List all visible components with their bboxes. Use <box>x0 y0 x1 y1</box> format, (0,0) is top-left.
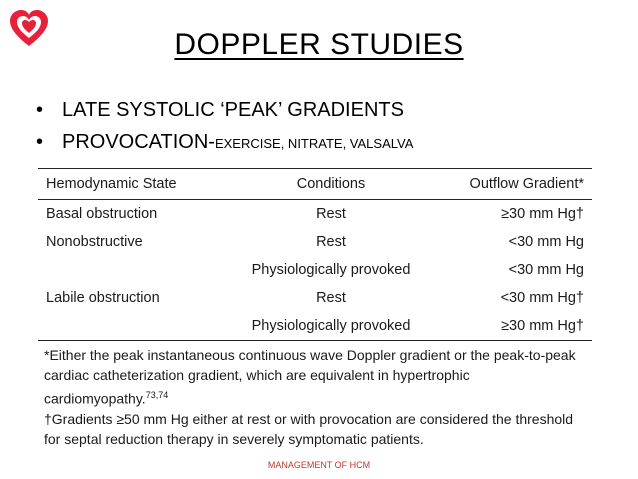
table-cell: Nonobstructive <box>46 234 143 250</box>
column-header: Outflow Gradient* <box>416 169 592 200</box>
table-header-row <box>38 169 592 200</box>
bullet-text: PROVOCATION- <box>62 131 215 153</box>
table-cell: Rest <box>316 234 346 250</box>
table-cell <box>38 312 246 341</box>
table-cell: Labile obstruction <box>46 290 160 306</box>
column-header: Conditions <box>246 169 416 200</box>
table-footnotes <box>38 345 592 449</box>
bullet-item <box>36 126 413 160</box>
slide-footer: MANAGEMENT OF HCM <box>267 460 371 470</box>
bullet-dot: • <box>36 131 44 153</box>
table-row <box>38 200 592 229</box>
table-cell: Rest <box>316 290 346 306</box>
hemodynamic-table-figure <box>38 168 592 449</box>
table-cell: <30 mm Hg <box>508 234 584 250</box>
table-cell: ≥30 mm Hg† <box>416 312 592 341</box>
table-cell: Rest <box>316 206 346 222</box>
bullet-subtext: EXERCISE, NITRATE, VALSALVA <box>214 136 414 151</box>
bullet-dot: • <box>36 99 44 121</box>
table-row <box>38 256 592 284</box>
table-cell: <30 mm Hg† <box>500 290 584 306</box>
footnote-1 <box>44 345 592 409</box>
table-cell: ≥30 mm Hg† <box>501 206 584 222</box>
table-cell: Physiologically provoked <box>246 312 416 341</box>
footnote-1-text: *Either the peak instantaneous continuous wave Doppler gradient or the peak-to-peak cardiac catheterization gradient, which are equivalent in hypertrophic cardiomyopathy. <box>44 347 576 407</box>
page-title: DOPPLER STUDIES <box>174 28 464 61</box>
footnote-1-refs: 73,74 <box>145 390 169 400</box>
table-row <box>38 284 592 312</box>
table-cell <box>38 256 246 284</box>
table-cell: <30 mm Hg <box>508 262 584 278</box>
bullet-list <box>36 94 413 160</box>
table-row <box>38 228 592 256</box>
table-cell: Basal obstruction <box>46 206 158 222</box>
hemodynamic-table <box>38 168 592 341</box>
column-header: Hemodynamic State <box>38 169 246 200</box>
table-cell: Physiologically provoked <box>251 262 411 278</box>
bullet-item <box>36 94 413 126</box>
bullet-text: LATE SYSTOLIC ‘PEAK’ GRADIENTS <box>62 99 404 121</box>
table-row <box>38 312 592 341</box>
footnote-2: †Gradients ≥50 mm Hg either at rest or with provocation are considered the threshold for septal reduction therapy in severely symptomatic patients. <box>44 410 574 447</box>
